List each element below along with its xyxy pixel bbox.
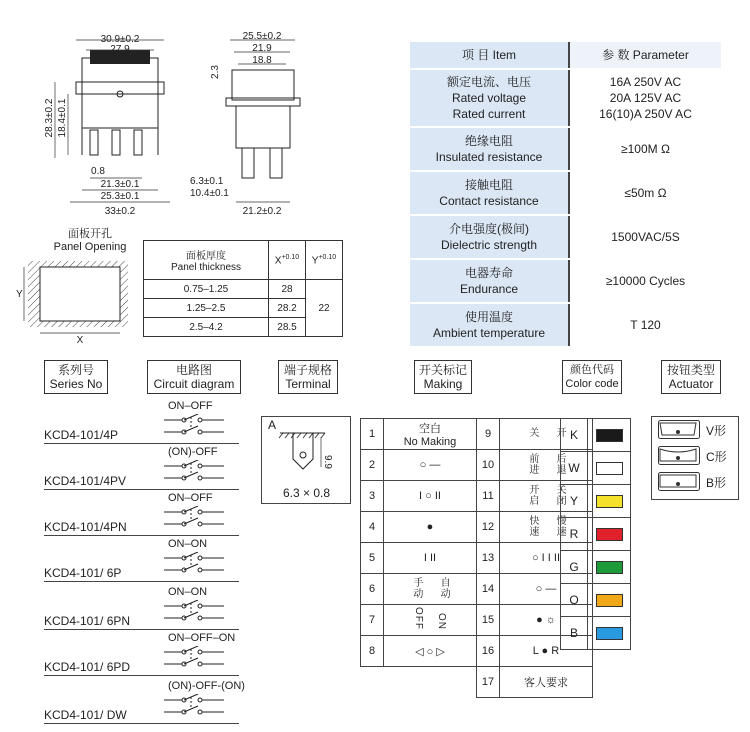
making-symbol: 开启 关闭: [500, 481, 593, 512]
series-divider: [44, 629, 239, 630]
series-number: KCD4-101/ DW: [44, 708, 127, 722]
terminal-header: 端子规格 Terminal: [278, 360, 338, 394]
param-row: 介电强度(极间) Dielectric strength 1500VAC/5S: [410, 215, 721, 259]
making-symbol: ● ☼: [500, 605, 593, 636]
dim-term2: 10.4±0.1: [190, 188, 229, 199]
making-symbol: ○ I I II: [500, 543, 593, 574]
color-row: K: [561, 419, 631, 452]
dim-right-top1: 25.5±0.2: [242, 31, 282, 42]
series-number: KCD4-101/4PV: [44, 474, 127, 488]
circuit-mode-label: ON–OFF–ON: [168, 632, 236, 644]
series-header: 系列号 Series No: [44, 360, 108, 394]
color-swatch: [596, 495, 623, 508]
series-divider: [44, 535, 239, 536]
circuit-diagram: [162, 506, 232, 534]
circuit-diagram: [162, 414, 232, 442]
switch-body: [82, 58, 158, 128]
parameter-table: [410, 42, 721, 348]
color-row: O: [561, 584, 631, 617]
making-symbol: 手动 自动: [384, 574, 477, 605]
circuit-mode-label: (ON)-OFF: [168, 446, 218, 458]
terminal-dim-h: 9.9: [322, 455, 333, 469]
dim-top-inner: 27.9: [110, 44, 130, 55]
circuit-diagram: [162, 646, 232, 674]
param-row: 绝缘电阻 Insulated resistance ≥100M Ω: [410, 127, 721, 171]
thickness-row: 1.25–2.5 28.2: [144, 299, 343, 318]
terminal-label: A: [268, 418, 277, 432]
front-view-drawing: [30, 30, 210, 220]
color-swatch: [596, 462, 623, 475]
circuit-diagram: [162, 460, 232, 488]
color-header: 颜色代码 Color code: [562, 360, 622, 394]
circuit-mode-label: ON–ON: [168, 586, 208, 598]
switch-bezel: [76, 82, 164, 94]
dim-bottom2: 21.3±0.1: [100, 179, 140, 190]
making-symbol: ◁ ○ ▷: [384, 636, 477, 667]
circuit-header: 电路图 Circuit diagram: [147, 360, 241, 394]
circuit-diagram: [162, 694, 232, 722]
param-row: 电器寿命 Endurance ≥10000 Cycles: [410, 259, 721, 303]
color-row: W: [561, 452, 631, 485]
circuit-diagram: [162, 552, 232, 580]
color-swatch: [596, 429, 623, 442]
making-row: 3 I ○ II 11 开启 关闭: [361, 481, 593, 512]
making-symbol: ○ —: [384, 450, 477, 481]
making-row: 6 手动 自动 14 ○ —: [361, 574, 593, 605]
color-row: G: [561, 551, 631, 584]
panel-y-label: Y: [16, 289, 23, 300]
color-swatch: [596, 627, 623, 640]
making-symbol: 客人要求: [500, 667, 593, 698]
circuit-mode-label: ON–OFF: [168, 400, 213, 412]
series-divider: [44, 489, 239, 490]
making-symbol: 关 开: [500, 419, 593, 450]
making-symbol: I ○ II: [384, 481, 477, 512]
color-row: R: [561, 518, 631, 551]
series-divider: [44, 675, 239, 676]
actuator-label: C形: [706, 450, 727, 464]
panel-opening-drawing: [10, 255, 140, 345]
param-row: 额定电流、电压 Rated voltage Rated current 16A 250V AC 20A 125V AC 16(10)A 250V AC: [410, 69, 721, 127]
making-symbol: I II: [384, 543, 477, 574]
series-divider: [44, 443, 239, 444]
series-divider: [44, 723, 239, 724]
color-swatch: [596, 594, 623, 607]
thickness-row: 0.75–1.25 28 22: [144, 280, 343, 299]
param-header-item: 项 目 Item: [410, 42, 569, 69]
series-number: KCD4-101/ 6PN: [44, 614, 131, 628]
circuit-diagram: [162, 600, 232, 628]
dim-bottom3: 25.3±0.1: [100, 191, 140, 202]
dim-right-bottom: 21.2±0.2: [242, 206, 282, 217]
panel-x-label: X: [76, 335, 84, 345]
dim-right-top3: 18.8: [252, 55, 272, 66]
dim-right-side: 2.3: [210, 65, 221, 79]
making-symbol: ○ —: [500, 574, 593, 605]
circuit-mode-label: ON–ON: [168, 538, 208, 550]
actuator-label: B形: [706, 476, 727, 490]
making-header: 开关标记 Making: [414, 360, 472, 394]
terminal-dim-w: 6.3 × 0.8: [283, 486, 331, 500]
color-row: Y: [561, 485, 631, 518]
series-number: KCD4-101/ 6P: [44, 566, 122, 580]
making-symbol: 快速 慢速: [500, 512, 593, 543]
dim-bottom4: 33±0.2: [104, 206, 136, 217]
actuator-label: V形: [706, 424, 727, 438]
dim-side-h2: 18.4±0.1: [57, 98, 68, 138]
panel-opening-title: 面板开孔 Panel Opening: [53, 228, 127, 253]
color-swatch: [596, 528, 623, 541]
circuit-mode-label: ON–OFF: [168, 492, 213, 504]
side-view-drawing: [190, 30, 310, 220]
making-row: 1 空白 No Making 9 关 开: [361, 419, 593, 450]
terminal-drawing: [275, 425, 345, 485]
series-divider: [44, 581, 239, 582]
series-number: KCD4-101/4P: [44, 428, 119, 442]
param-header-param: 参 数 Parameter: [569, 42, 721, 69]
color-row: B: [561, 617, 631, 650]
param-header-row: [410, 42, 721, 69]
dim-term1: 6.3±0.1: [190, 176, 224, 187]
actuator-shape-icon: [658, 472, 700, 492]
making-row: 5 I II 13 ○ I I II: [361, 543, 593, 574]
making-row: 7 OFF ON 15 ● ☼: [361, 605, 593, 636]
series-number: KCD4-101/ 6PD: [44, 660, 131, 674]
dim-side-h1: 28.3±0.2: [44, 98, 55, 138]
param-row: 接触电阻 Contact resistance ≤50m Ω: [410, 171, 721, 215]
making-symbol: OFF ON: [384, 605, 477, 636]
series-number: KCD4-101/4PN: [44, 520, 127, 534]
making-table: [360, 418, 593, 698]
making-symbol: L ● R: [500, 636, 593, 667]
making-row: 4 ● 12 快速 慢速: [361, 512, 593, 543]
actuator-shape-icon: [658, 446, 700, 466]
actuator-shape-icon: [658, 420, 700, 440]
circuit-mode-label: (ON)-OFF-(ON): [168, 680, 245, 692]
color-code-table: [560, 418, 631, 650]
making-symbol: ●: [384, 512, 477, 543]
dim-bottom1: 0.8: [91, 166, 105, 177]
making-symbol: 前进 后退: [500, 450, 593, 481]
making-row: 2 ○ — 10 前进 后退: [361, 450, 593, 481]
param-row: 使用温度 Ambient temperature T 120: [410, 303, 721, 347]
actuator-header: 按钮类型 Actuator: [661, 360, 721, 394]
thickness-row: 2.5–4.2 28.5: [144, 318, 343, 337]
making-row: 8 ◁ ○ ▷ 16 L ● R: [361, 636, 593, 667]
thickness-table: 面板厚度 Panel thickness $X^{+0.10}$ $Y^{+0.10}$ 0.75–1.25 28 22 1.25–2.5 28.2 2.5–4.2 28.5: [143, 240, 343, 337]
making-symbol: 空白 No Making: [384, 419, 477, 450]
dim-top-total: 30.9±0.2: [100, 34, 140, 45]
color-swatch: [596, 561, 623, 574]
making-row: 17 客人要求: [361, 667, 593, 698]
dim-right-top2: 21.9: [252, 43, 272, 54]
